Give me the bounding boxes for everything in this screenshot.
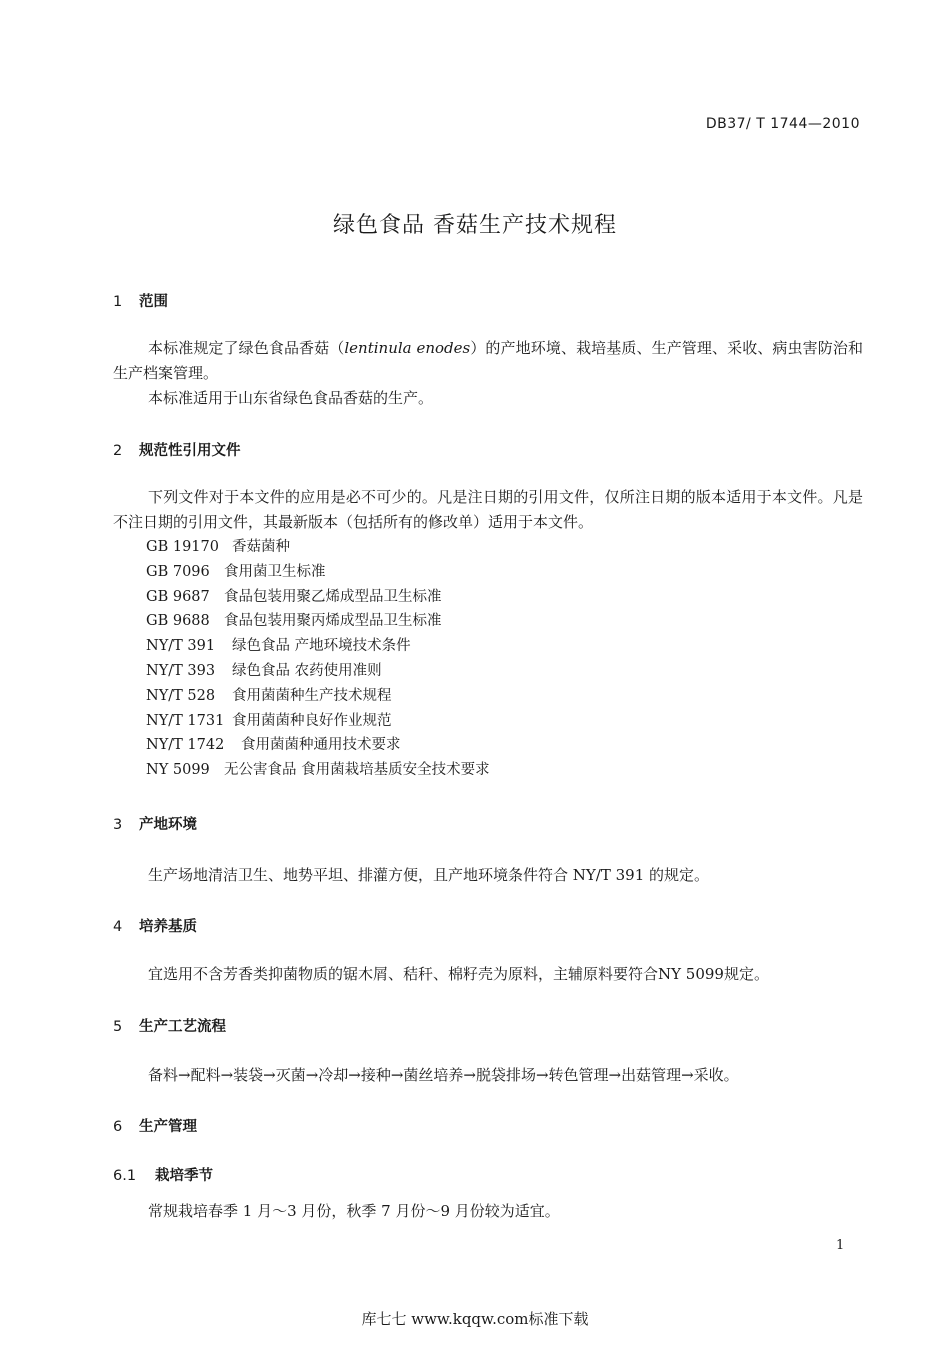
- document-code: DB37/ T 1744—2010: [705, 116, 860, 132]
- section-5-heading: [113, 1015, 226, 1036]
- section-5-paragraph-1: 备料→配料→装袋→灭菌→冷却→接种→菌丝培养→脱袋排场→转色管理→出菇管理→采收。: [148, 1066, 739, 1084]
- section-number: 6.1: [113, 1168, 137, 1184]
- reference-code: GB 9687: [146, 588, 210, 605]
- reference-item: [146, 684, 490, 709]
- reference-title: 香菇菌种: [232, 539, 290, 555]
- reference-code: NY/T 528: [146, 687, 216, 704]
- section-title: 范围: [139, 294, 168, 310]
- reference-title: 食用菌菌种良好作业规范: [232, 712, 392, 729]
- reference-item: [146, 535, 490, 560]
- reference-title: 无公害食品 食用菌栽培基质安全技术要求: [224, 762, 490, 779]
- reference-code: NY 5099: [146, 762, 210, 779]
- reference-item: [146, 585, 490, 610]
- section-6-1-heading: [113, 1164, 213, 1185]
- reference-title: 食用菌菌种通用技术要求: [241, 737, 401, 754]
- reference-item: [146, 758, 490, 783]
- page-title: 绿色食品 香菇生产技术规程: [333, 213, 617, 238]
- section-title: 规范性引用文件: [139, 443, 241, 459]
- section-2-heading: [113, 439, 241, 460]
- section-title: 栽培季节: [155, 1168, 213, 1184]
- section-title: 生产管理: [139, 1119, 197, 1135]
- reference-item: [146, 634, 490, 659]
- reference-item: [146, 659, 490, 684]
- normative-references-list: [146, 535, 490, 783]
- reference-code: NY/T 1731: [146, 712, 225, 729]
- page-number: 1: [836, 1238, 845, 1253]
- section-3-paragraph-1: 生产场地清洁卫生、地势平坦、排灌方便，且产地环境条件符合 NY/T 391 的规定。: [148, 866, 710, 884]
- reference-title: 食用菌菌种生产技术规程: [232, 687, 392, 704]
- reference-title: 绿色食品 产地环境技术条件: [232, 638, 411, 655]
- section-number: 3: [113, 817, 123, 833]
- section-6-heading: [113, 1115, 197, 1136]
- text-run: 本标准规定了绿色食品香菇（: [148, 339, 345, 357]
- reference-code: GB 7096: [146, 563, 210, 580]
- text-run: ）的产地环境、栽培基质、生产管理、采收、病虫害防治和生产档案管理。: [113, 339, 863, 382]
- section-title: 产地环境: [139, 817, 197, 833]
- section-3-heading: [113, 813, 197, 834]
- section-1-heading: [113, 290, 168, 311]
- reference-item: [146, 733, 490, 758]
- reference-code: NY/T 391: [146, 638, 216, 655]
- section-1-paragraph-1: [113, 336, 863, 386]
- section-2-paragraph-1: 下列文件对于本文件的应用是必不可少的。凡是注日期的引用文件，仅所注日期的版本适用于本文件。凡是不注日期的引用文件，其最新版本（包括所有的修改单）适用于本文件。: [113, 488, 863, 531]
- reference-title: 食品包装用聚乙烯成型品卫生标准: [224, 588, 442, 605]
- section-number: 5: [113, 1019, 123, 1035]
- section-4-paragraph-1: 宜选用不含芳香类抑菌物质的锯木屑、秸秆、棉籽壳为原料，主辅原料要符合NY 5099规定。: [148, 965, 769, 983]
- footer-watermark: 库七七 www.kqqw.com标准下载: [361, 1310, 589, 1328]
- reference-item: [146, 560, 490, 585]
- reference-item: [146, 709, 490, 734]
- section-number: 6: [113, 1119, 123, 1135]
- reference-code: GB 19170: [146, 539, 219, 555]
- latin-name: lentinula enodes: [344, 339, 471, 357]
- section-4-heading: [113, 915, 197, 936]
- reference-item: [146, 609, 490, 634]
- reference-title: 食品包装用聚丙烯成型品卫生标准: [224, 613, 442, 630]
- section-1-paragraph-2: 本标准适用于山东省绿色食品香菇的生产。: [148, 389, 434, 407]
- reference-code: NY/T 1742: [146, 737, 225, 754]
- section-number: 2: [113, 443, 123, 459]
- reference-code: NY/T 393: [146, 662, 216, 679]
- section-number: 4: [113, 919, 123, 935]
- section-number: 1: [113, 294, 123, 310]
- reference-title: 食用菌卫生标准: [224, 563, 326, 580]
- section-title: 培养基质: [139, 919, 197, 935]
- reference-title: 绿色食品 农药使用准则: [232, 662, 382, 679]
- section-title: 生产工艺流程: [139, 1019, 226, 1035]
- section-6-1-paragraph-1: 常规栽培春季 1 月～3 月份，秋季 7 月份～9 月份较为适宜。: [148, 1202, 560, 1220]
- reference-code: GB 9688: [146, 613, 210, 630]
